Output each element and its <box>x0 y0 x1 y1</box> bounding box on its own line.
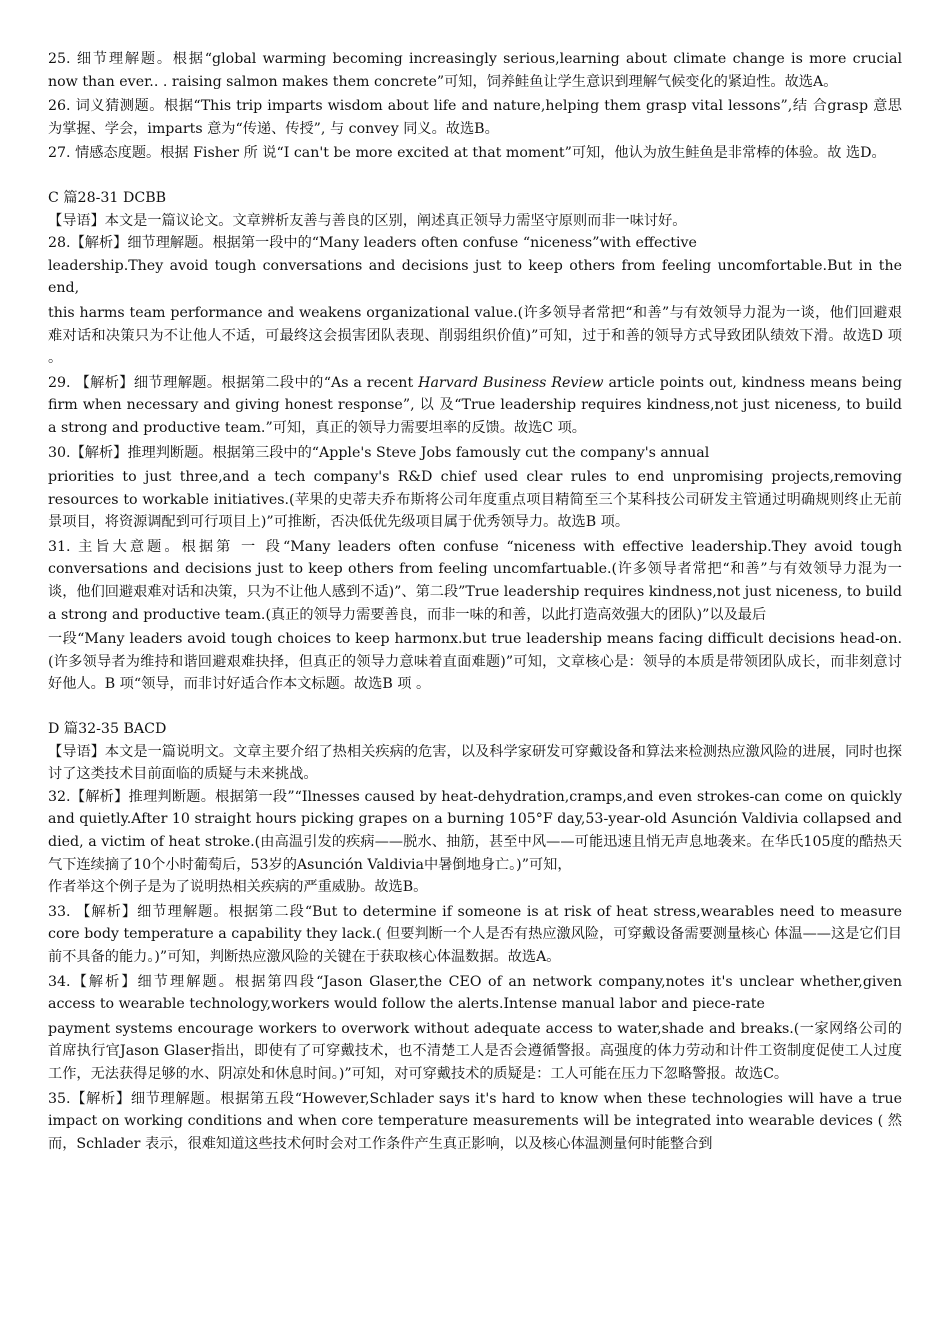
answer-30-explanation: priorities to just three,and a tech company's R&D chief used clear rules to end unpromising projects,removing resources to workable initiatives.(苹果的史蒂夫乔布斯将公司年度重点项目精简至三个某科技公司研发主管通过明确规则终止无前景项目，将资源调配到可行项目上)”可推断，否决低优先级项目属于优秀领导力。故选B 项。 <box>48 469 902 531</box>
answer-35: 35.【解析】细节理解题。根据第五段“However,Schlader says it's hard to know when these technologies will have a true impact on working conditions and when core temperature measurements will be integrated into wearable devices ( 然而，Schlader 表示，很难知道这些技术何时会对工作条件产生真正影响，以及核心体温测量何时能整合到 <box>48 1090 902 1152</box>
section-c-intro: 【导语】本文是一篇议论文。文章辨析友善与善良的区别，阐述真正领导力需坚守原则而非一味讨好。 <box>48 212 687 229</box>
answer-key-page <box>48 48 902 1155</box>
answer-27: 27. 情感态度题。根据 Fisher 所 说“I can't be more excited at that moment”可知，他认为放生鲑鱼是非常棒的体验。故 选D。 <box>48 145 886 162</box>
answer-34-continued: payment systems encourage workers to overwork without adequate access to water,shade and breaks.(一家网络公司的首席执行官Jason Glaser指出，即使有了可穿戴技术，也不清楚工人是否会遵循警报。高强度的体力劳动和计件工资制度促使工人过度工作，无法获得足够的水、阴凉处和休息时间。)”可知，对可穿戴技术的质疑是：工人可能在压力下忽略警报。故选C。 <box>48 1020 902 1082</box>
section-d-intro: 【导语】本文是一篇说明文。文章主要介绍了热相关疾病的危害，以及科学家研发可穿戴设备和算法来检测热应激风险的进展，同时也探讨了这类技术目前面临的质疑与未来挑战。 <box>48 743 902 783</box>
answer-29-pre: 29. 【解析】细节理解题。根据第二段中的“As a recent <box>48 374 419 391</box>
answer-31-continued: 一段“Many leaders avoid tough choices to keep harmonx.but true leadership means facing difficult decisions head-on.(许多领导者为维持和谐回避艰难抉择，但真正的领导力意味着直面难题)”可知，文章核心是：领导的本质是带领团队成长，而非刻意讨好他人。B 项“领导，而非讨好适合作本文标题。故选B 项 。 <box>48 631 902 693</box>
answer-30-line-1: 30.【解析】推理判断题。根据第三段中的“Apple's Steve Jobs famously cut the company's annual <box>48 444 710 461</box>
answer-28-line-1: 28.【解析】细节理解题。根据第一段中的“Many leaders often confuse “niceness”with effective <box>48 235 697 252</box>
answer-33: 33. 【解析】细节理解题。根据第二段“But to determine if someone is at risk of heat stress,wearables need to measure core body temperature a capability they lack.( 但要判断一个人是否有热应激风险，可穿戴设备需要测量核心 体温——这是它们目前不具备的能力。)”可知，判断热应激风险的关键在于获取核心体温数据。故选A。 <box>48 903 902 965</box>
section-d-heading: D 篇32-35 BACD <box>48 721 167 738</box>
answer-32-conclusion: 作者举这个例子是为了说明热相关疾病的严重威胁。故选B。 <box>48 879 428 896</box>
answer-26: 26. 词义猜测题。根据“This trip imparts wisdom about life and nature,helping them grasp vital lessons”,结 合grasp 意思为掌握、学会，imparts 意为“传递、传授”, 与 convey 同义。故选B。 <box>48 98 902 137</box>
answer-29-post: article points out, kindness means being firm when necessary and giving honest response”, 以 及“True leadership requires kindness,not just niceness, to build a strong and productive team.”可知，真正的领导力需要坦率的反馈。故选C 项。 <box>48 374 903 436</box>
answer-29 <box>48 372 902 440</box>
section-c-heading: C 篇28-31 DCBB <box>48 189 167 206</box>
answer-31: 31. 主旨大意题。根据第 一 段“Many leaders often confuse “niceness with effective leadership.They avoid tough conversations and decisions just to keep others from feeling uncomfartuable.(许多领导者常把“和善”与有效领导力混为一谈，他们回避艰难对话和决策，只为不让他人感到不适)”、第二段”True leadership requires kindness,not just niceness, to build a strong and productive team.(真正的领导力需要善良，而非一味的和善，以此打造高效强大的团队)”以及最后 <box>48 538 902 623</box>
answer-28-line-2: leadership.They avoid tough conversations and decisions just to keep others from feeling uncomfortable.But in the end, <box>48 257 902 297</box>
answer-25: 25. 细节理解题。根据“global warming becoming increasingly serious,learning about climate change is more crucial now than ever.. . raising salmon makes them concrete”可知，饲养鲑鱼让学生意识到理解气候变化的紧迫性。故选A。 <box>48 51 902 90</box>
journal-title: Harvard Business Review <box>418 374 604 391</box>
answer-28-explanation: this harms team performance and weakens organizational value.(许多领导者常把“和善”与有效领导力混为一谈，他们回避艰难对话和决策只为不让他人不适，可最终这会损害团队表现、削弱组织价值)”可知，过于和善的领导方式导致团队绩效下滑。故选D 项 。 <box>48 304 902 367</box>
answer-32: 32.【解析】推理判断题。根据第一段”“Ilnesses caused by heat-dehydration,cramps,and even strokes-can come on quickly and quietly.After 10 straight hours picking grapes on a burning 105°F day,53-year-old Asunción Valdivia collapsed and died, a victim of heat stroke.(由高温引发的疾病——脱水、抽筋，甚至中风——可能迅速且悄无声息地袭来。在华氏105度的酷热天气下连续摘了10个小时葡萄后，53岁的Asunción Valdivia中暑倒地身亡。)”可知， <box>48 788 902 873</box>
answer-34: 34.【解析】细节理解题。根据第四段“Jason Glaser,the CEO of an network company,notes it's unclear whether,given access to wearable technology,workers would follow the alerts.Intense manual labor and piece-rate <box>48 973 902 1013</box>
